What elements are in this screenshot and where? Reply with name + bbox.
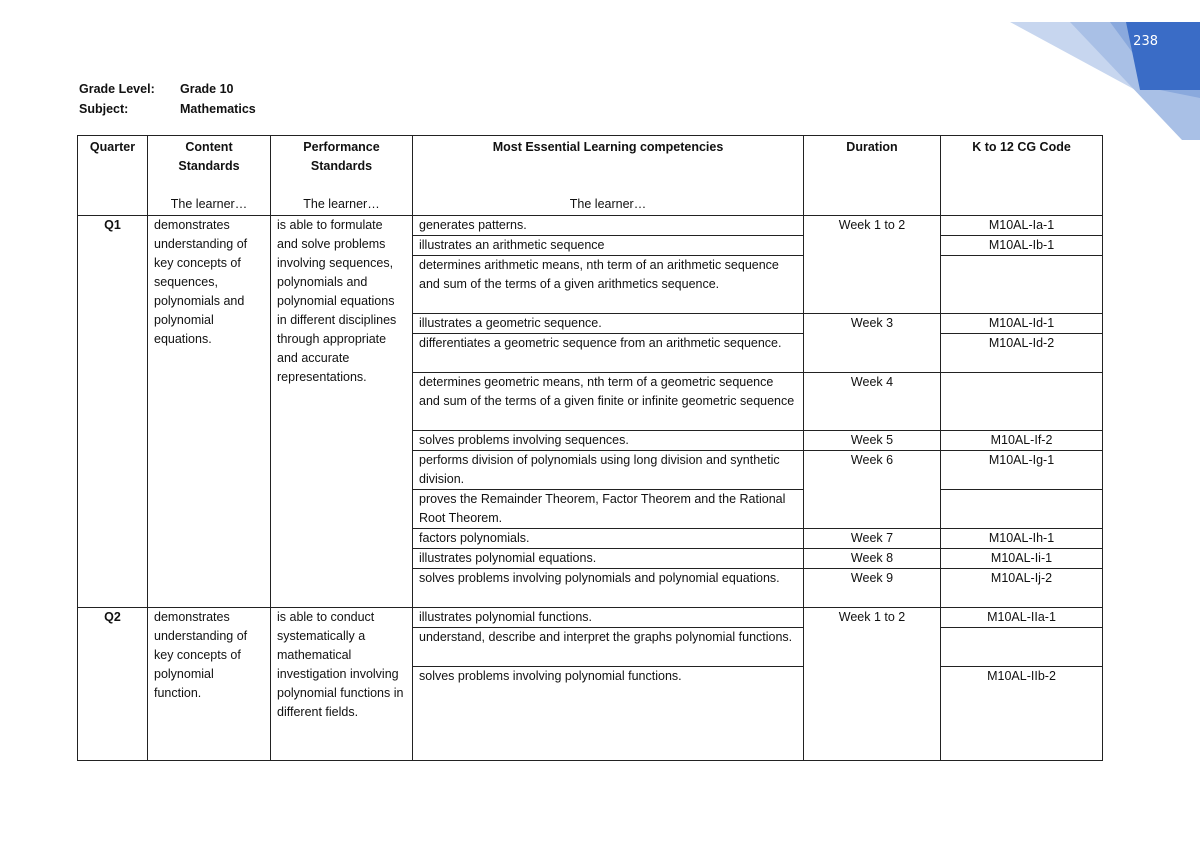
duration-cell: Week 5 (804, 431, 941, 451)
header-row (78, 136, 1103, 216)
code-cell: M10AL-IIa-1 (941, 608, 1103, 628)
code-cell: M10AL-Ia-1 (941, 216, 1103, 236)
competency-cell: solves problems involving polynomial functions. (413, 667, 804, 761)
duration-cell: Week 4 (804, 373, 941, 431)
quarter-cell: Q1 (78, 216, 148, 608)
competency-cell: solves problems involving sequences. (413, 431, 804, 451)
header-quarter: Quarter (78, 136, 148, 216)
competency-cell: proves the Remainder Theorem, Factor Theorem and the Rational Root Theorem. (413, 490, 804, 529)
quarter-cell: Q2 (78, 608, 148, 761)
duration-cell: Week 6 (804, 451, 941, 529)
competency-cell: determines arithmetic means, nth term of an arithmetic sequence and sum of the terms of a given arithmetics sequence. (413, 256, 804, 314)
table-row (78, 608, 1103, 628)
code-cell: M10AL-IIb-2 (941, 667, 1103, 761)
duration-cell: Week 3 (804, 314, 941, 373)
competency-cell: differentiates a geometric sequence from an arithmetic sequence. (413, 334, 804, 373)
document-meta (79, 79, 256, 119)
competency-cell: illustrates a geometric sequence. (413, 314, 804, 334)
header-performance-standards: Performance Standards The learner… (271, 136, 413, 216)
competency-cell: illustrates an arithmetic sequence (413, 236, 804, 256)
code-cell (941, 490, 1103, 529)
grade-level-value: Grade 10 (180, 82, 234, 96)
duration-cell: Week 7 (804, 529, 941, 549)
corner-decoration (1010, 0, 1200, 140)
competency-cell: determines geometric means, nth term of a geometric sequence and sum of the terms of a given finite or infinite geometric sequence (413, 373, 804, 431)
content-standard-cell: demonstrates understanding of key concepts of sequences, polynomials and polynomial equations. (148, 216, 271, 608)
grade-level-label: Grade Level: (79, 82, 155, 96)
code-cell: M10AL-Ij-2 (941, 569, 1103, 608)
duration-cell: Week 1 to 2 (804, 608, 941, 761)
grade-level-row (79, 79, 256, 99)
subject-row (79, 99, 256, 119)
duration-cell: Week 8 (804, 549, 941, 569)
code-cell: M10AL-Id-2 (941, 334, 1103, 373)
header-performance-sub: The learner… (303, 197, 380, 211)
competency-cell: illustrates polynomial functions. (413, 608, 804, 628)
code-cell: M10AL-Ih-1 (941, 529, 1103, 549)
header-melc-sub: The learner… (569, 197, 647, 211)
performance-standard-cell: is able to conduct systematically a mathematical investigation involving polynomial functions in different fields. (271, 608, 413, 761)
competency-cell: illustrates polynomial equations. (413, 549, 804, 569)
header-content-standards: Content Standards The learner… (148, 136, 271, 216)
code-cell: M10AL-Ii-1 (941, 549, 1103, 569)
melc-table (77, 135, 1103, 761)
duration-cell: Week 1 to 2 (804, 216, 941, 314)
competency-cell: factors polynomials. (413, 529, 804, 549)
header-duration: Duration (804, 136, 941, 216)
header-code: K to 12 CG Code (941, 136, 1103, 216)
code-cell: M10AL-If-2 (941, 431, 1103, 451)
competency-cell: understand, describe and interpret the graphs polynomial functions. (413, 628, 804, 667)
page-number: 238 (1133, 34, 1158, 49)
performance-standard-cell: is able to formulate and solve problems involving sequences, polynomials and polynomial equations in different disciplines through appropriate and accurate representations. (271, 216, 413, 608)
competency-cell: performs division of polynomials using long division and synthetic division. (413, 451, 804, 490)
table-row (78, 216, 1103, 236)
competency-cell: solves problems involving polynomials and polynomial equations. (413, 569, 804, 608)
code-cell (941, 256, 1103, 314)
duration-cell: Week 9 (804, 569, 941, 608)
code-cell: M10AL-Ig-1 (941, 451, 1103, 490)
code-cell: M10AL-Ib-1 (941, 236, 1103, 256)
header-content-sub: The learner… (170, 197, 248, 211)
subject-value: Mathematics (180, 102, 256, 116)
header-melc: Most Essential Learning competencies The learner… (413, 136, 804, 216)
content-standard-cell: demonstrates understanding of key concepts of polynomial function. (148, 608, 271, 761)
code-cell (941, 628, 1103, 667)
competency-cell: generates patterns. (413, 216, 804, 236)
code-cell: M10AL-Id-1 (941, 314, 1103, 334)
code-cell (941, 373, 1103, 431)
subject-label: Subject: (79, 102, 129, 116)
